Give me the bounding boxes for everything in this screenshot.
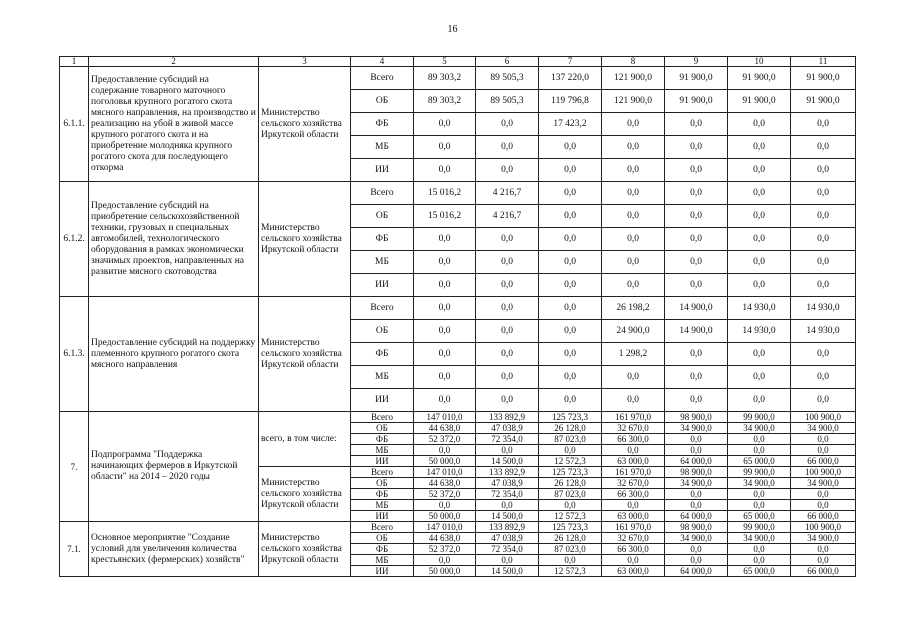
funding-value: 0,0	[602, 389, 665, 412]
funding-value: 0,0	[791, 445, 856, 456]
funding-value: 44 638,0	[414, 423, 476, 434]
funding-value: 72 354,0	[476, 434, 539, 445]
funding-value: 0,0	[414, 555, 476, 566]
funding-value: 50 000,0	[414, 456, 476, 467]
funding-source: ИИ	[351, 456, 414, 467]
funding-value: 98 900,0	[665, 412, 728, 423]
column-header: 2	[89, 57, 259, 67]
funding-value: 0,0	[665, 205, 728, 228]
funding-value: 91 900,0	[728, 67, 791, 90]
funding-value: 133 892,9	[476, 412, 539, 423]
funding-value: 32 670,0	[602, 423, 665, 434]
funding-source: ОБ	[351, 423, 414, 434]
page-number: 16	[447, 24, 458, 35]
funding-value: 0,0	[728, 389, 791, 412]
row-executor: Министерство сельского хозяйства Иркутской области	[259, 522, 351, 577]
funding-value: 44 638,0	[414, 478, 476, 489]
funding-value: 14 900,0	[665, 320, 728, 343]
column-header: 1	[60, 57, 89, 67]
funding-value: 0,0	[791, 228, 856, 251]
funding-value: 0,0	[539, 205, 602, 228]
funding-value: 0,0	[728, 136, 791, 159]
funding-value: 66 000,0	[791, 566, 856, 577]
funding-value: 12 572,3	[539, 511, 602, 522]
funding-value: 98 900,0	[665, 522, 728, 533]
funding-value: 0,0	[476, 274, 539, 297]
funding-value: 0,0	[665, 555, 728, 566]
funding-value: 0,0	[665, 544, 728, 555]
funding-value: 0,0	[791, 113, 856, 136]
column-header: 9	[665, 57, 728, 67]
funding-source: Всего	[351, 67, 414, 90]
funding-value: 0,0	[728, 182, 791, 205]
funding-value: 66 000,0	[791, 456, 856, 467]
funding-value: 87 023,0	[539, 434, 602, 445]
funding-value: 63 000,0	[602, 566, 665, 577]
funding-value: 0,0	[414, 159, 476, 182]
row-description: Предоставление субсидий на приобретение сельскохозяйственной техники, грузовых и специальных автомобилей, технологического оборудования в рамках экономически значимых проектов, направленных на развитие мясного скотоводства	[89, 182, 259, 297]
funding-value: 0,0	[414, 297, 476, 320]
funding-value: 15 016,2	[414, 182, 476, 205]
funding-source: ОБ	[351, 478, 414, 489]
funding-value: 0,0	[414, 500, 476, 511]
budget-table	[59, 56, 856, 577]
funding-value: 0,0	[791, 274, 856, 297]
funding-value: 0,0	[414, 251, 476, 274]
funding-source: ОБ	[351, 205, 414, 228]
funding-value: 0,0	[602, 366, 665, 389]
row-code: 7.1.	[60, 522, 89, 577]
funding-value: 12 572,3	[539, 566, 602, 577]
funding-value: 0,0	[476, 113, 539, 136]
funding-value: 161 970,0	[602, 412, 665, 423]
funding-value: 0,0	[728, 274, 791, 297]
funding-value: 0,0	[791, 366, 856, 389]
table-row	[60, 182, 856, 205]
funding-source: МБ	[351, 500, 414, 511]
funding-value: 0,0	[665, 274, 728, 297]
funding-value: 0,0	[414, 274, 476, 297]
funding-value: 0,0	[539, 366, 602, 389]
funding-value: 0,0	[602, 251, 665, 274]
funding-value: 4 216,7	[476, 205, 539, 228]
row-executor: Министерство сельского хозяйства Иркутской области	[259, 182, 351, 297]
funding-value: 34 900,0	[728, 478, 791, 489]
column-header: 3	[259, 57, 351, 67]
funding-value: 14 930,0	[791, 320, 856, 343]
funding-value: 0,0	[414, 320, 476, 343]
funding-value: 91 900,0	[791, 90, 856, 113]
funding-value: 0,0	[602, 274, 665, 297]
funding-value: 0,0	[476, 366, 539, 389]
funding-value: 0,0	[665, 366, 728, 389]
header-row	[60, 57, 856, 67]
funding-value: 0,0	[539, 500, 602, 511]
funding-value: 100 900,0	[791, 467, 856, 478]
funding-source: ИИ	[351, 511, 414, 522]
funding-value: 14 500,0	[476, 456, 539, 467]
funding-value: 87 023,0	[539, 489, 602, 500]
funding-value: 0,0	[665, 228, 728, 251]
funding-value: 0,0	[602, 205, 665, 228]
funding-source: Всего	[351, 297, 414, 320]
funding-source: МБ	[351, 555, 414, 566]
funding-value: 0,0	[539, 389, 602, 412]
funding-value: 147 010,0	[414, 467, 476, 478]
funding-value: 0,0	[602, 136, 665, 159]
funding-value: 32 670,0	[602, 478, 665, 489]
funding-value: 91 900,0	[791, 67, 856, 90]
funding-value: 0,0	[414, 343, 476, 366]
row-executor: Министерство сельского хозяйства Иркутской области	[259, 467, 351, 522]
funding-value: 137 220,0	[539, 67, 602, 90]
funding-value: 0,0	[791, 182, 856, 205]
funding-value: 89 303,2	[414, 67, 476, 90]
funding-value: 0,0	[476, 555, 539, 566]
funding-value: 0,0	[728, 205, 791, 228]
funding-value: 100 900,0	[791, 412, 856, 423]
column-header: 5	[414, 57, 476, 67]
funding-source: ФБ	[351, 489, 414, 500]
funding-value: 161 970,0	[602, 467, 665, 478]
funding-value: 0,0	[539, 445, 602, 456]
funding-value: 0,0	[791, 251, 856, 274]
funding-source: ИИ	[351, 389, 414, 412]
row-description: Основное мероприятие "Создание условий для увеличения количества крестьянских (фермерских) хозяйств"	[89, 522, 259, 577]
funding-value: 125 723,3	[539, 522, 602, 533]
funding-value: 91 900,0	[728, 90, 791, 113]
funding-value: 34 900,0	[728, 533, 791, 544]
funding-source: ОБ	[351, 320, 414, 343]
funding-value: 64 000,0	[665, 511, 728, 522]
row-description: Предоставление субсидий на содержание товарного маточного поголовья крупного рогатого скота мясного направления, на производство и реализацию на убой в живой массе крупного рогатого скота и на приобретение молодняка крупного рогатого скота для последующего откорма	[89, 67, 259, 182]
funding-value: 24 900,0	[602, 320, 665, 343]
funding-value: 64 000,0	[665, 456, 728, 467]
funding-value: 0,0	[728, 343, 791, 366]
funding-value: 0,0	[791, 389, 856, 412]
funding-value: 0,0	[476, 159, 539, 182]
funding-value: 0,0	[791, 555, 856, 566]
funding-value: 0,0	[539, 297, 602, 320]
funding-value: 65 000,0	[728, 456, 791, 467]
funding-value: 0,0	[602, 445, 665, 456]
funding-value: 34 900,0	[665, 423, 728, 434]
funding-value: 63 000,0	[602, 511, 665, 522]
funding-value: 0,0	[414, 136, 476, 159]
row-executor: Министерство сельского хозяйства Иркутской области	[259, 67, 351, 182]
funding-value: 14 500,0	[476, 511, 539, 522]
funding-value: 0,0	[539, 555, 602, 566]
column-header: 6	[476, 57, 539, 67]
funding-value: 0,0	[728, 555, 791, 566]
funding-value: 0,0	[476, 228, 539, 251]
funding-value: 34 900,0	[791, 533, 856, 544]
funding-source: МБ	[351, 136, 414, 159]
funding-value: 26 198,2	[602, 297, 665, 320]
funding-value: 63 000,0	[602, 456, 665, 467]
funding-source: ФБ	[351, 544, 414, 555]
row-code: 7.	[60, 412, 89, 522]
funding-value: 0,0	[665, 159, 728, 182]
funding-value: 0,0	[476, 343, 539, 366]
funding-value: 0,0	[414, 113, 476, 136]
funding-source: Всего	[351, 467, 414, 478]
funding-value: 47 038,9	[476, 533, 539, 544]
funding-value: 100 900,0	[791, 522, 856, 533]
funding-value: 34 900,0	[791, 478, 856, 489]
funding-value: 133 892,9	[476, 522, 539, 533]
funding-value: 0,0	[539, 159, 602, 182]
funding-value: 0,0	[602, 555, 665, 566]
table-row	[60, 412, 856, 423]
column-header: 8	[602, 57, 665, 67]
funding-value: 14 500,0	[476, 566, 539, 577]
funding-value: 125 723,3	[539, 467, 602, 478]
funding-value: 133 892,9	[476, 467, 539, 478]
funding-value: 0,0	[539, 320, 602, 343]
funding-source: МБ	[351, 445, 414, 456]
funding-source: Всего	[351, 412, 414, 423]
funding-value: 119 796,8	[539, 90, 602, 113]
funding-value: 47 038,9	[476, 478, 539, 489]
funding-value: 98 900,0	[665, 467, 728, 478]
funding-value: 66 300,0	[602, 544, 665, 555]
funding-value: 161 970,0	[602, 522, 665, 533]
funding-source: Всего	[351, 182, 414, 205]
funding-value: 47 038,9	[476, 423, 539, 434]
funding-value: 0,0	[665, 182, 728, 205]
funding-value: 65 000,0	[728, 566, 791, 577]
funding-value: 0,0	[791, 544, 856, 555]
funding-value: 66 300,0	[602, 489, 665, 500]
funding-value: 0,0	[791, 434, 856, 445]
row-executor: Министерство сельского хозяйства Иркутской области	[259, 297, 351, 412]
funding-value: 0,0	[476, 136, 539, 159]
funding-value: 0,0	[791, 343, 856, 366]
funding-value: 44 638,0	[414, 533, 476, 544]
funding-value: 147 010,0	[414, 412, 476, 423]
funding-value: 52 372,0	[414, 434, 476, 445]
funding-value: 121 900,0	[602, 90, 665, 113]
funding-value: 0,0	[476, 389, 539, 412]
funding-value: 32 670,0	[602, 533, 665, 544]
funding-value: 125 723,3	[539, 412, 602, 423]
funding-value: 14 930,0	[791, 297, 856, 320]
funding-value: 17 423,2	[539, 113, 602, 136]
funding-value: 50 000,0	[414, 566, 476, 577]
funding-source: ИИ	[351, 566, 414, 577]
funding-source: ФБ	[351, 228, 414, 251]
funding-value: 72 354,0	[476, 489, 539, 500]
funding-value: 0,0	[791, 500, 856, 511]
funding-value: 89 505,3	[476, 67, 539, 90]
funding-value: 72 354,0	[476, 544, 539, 555]
funding-value: 99 900,0	[728, 467, 791, 478]
column-header: 4	[351, 57, 414, 67]
funding-value: 34 900,0	[728, 423, 791, 434]
funding-value: 65 000,0	[728, 511, 791, 522]
funding-value: 0,0	[665, 113, 728, 136]
funding-value: 0,0	[476, 445, 539, 456]
funding-value: 0,0	[665, 389, 728, 412]
funding-value: 50 000,0	[414, 511, 476, 522]
funding-value: 34 900,0	[665, 533, 728, 544]
funding-value: 0,0	[539, 182, 602, 205]
funding-value: 34 900,0	[665, 478, 728, 489]
funding-value: 0,0	[476, 297, 539, 320]
funding-source: ИИ	[351, 159, 414, 182]
row-code: 6.1.1.	[60, 67, 89, 182]
funding-value: 0,0	[476, 251, 539, 274]
funding-value: 15 016,2	[414, 205, 476, 228]
funding-source: ФБ	[351, 434, 414, 445]
funding-value: 66 300,0	[602, 434, 665, 445]
funding-value: 0,0	[539, 343, 602, 366]
funding-value: 0,0	[665, 489, 728, 500]
row-description: Предоставление субсидий на поддержку племенного крупного рогатого скота мясного направления	[89, 297, 259, 412]
funding-value: 1 298,2	[602, 343, 665, 366]
funding-value: 0,0	[414, 445, 476, 456]
funding-value: 0,0	[665, 500, 728, 511]
funding-value: 52 372,0	[414, 544, 476, 555]
funding-value: 0,0	[728, 489, 791, 500]
funding-value: 14 930,0	[728, 297, 791, 320]
row-executor: всего, в том числе:	[259, 412, 351, 467]
funding-value: 26 128,0	[539, 533, 602, 544]
funding-value: 14 900,0	[665, 297, 728, 320]
row-code: 6.1.3.	[60, 297, 89, 412]
funding-value: 0,0	[665, 434, 728, 445]
funding-value: 0,0	[665, 251, 728, 274]
table-row	[60, 67, 856, 90]
funding-value: 99 900,0	[728, 412, 791, 423]
column-header: 7	[539, 57, 602, 67]
funding-value: 87 023,0	[539, 544, 602, 555]
row-description: Подпрограмма "Поддержка начинающих фермеров в Иркутской области" на 2014 – 2020 годы	[89, 412, 259, 522]
funding-value: 0,0	[728, 228, 791, 251]
funding-value: 89 505,3	[476, 90, 539, 113]
funding-source: МБ	[351, 366, 414, 389]
funding-value: 0,0	[791, 489, 856, 500]
funding-value: 0,0	[539, 274, 602, 297]
funding-source: ФБ	[351, 113, 414, 136]
funding-value: 0,0	[728, 159, 791, 182]
funding-value: 0,0	[728, 251, 791, 274]
funding-value: 0,0	[728, 445, 791, 456]
funding-value: 0,0	[602, 113, 665, 136]
funding-value: 0,0	[728, 366, 791, 389]
funding-value: 0,0	[791, 159, 856, 182]
funding-value: 0,0	[602, 228, 665, 251]
funding-value: 0,0	[602, 500, 665, 511]
funding-source: ФБ	[351, 343, 414, 366]
funding-source: Всего	[351, 522, 414, 533]
funding-value: 91 900,0	[665, 67, 728, 90]
funding-value: 0,0	[665, 136, 728, 159]
funding-value: 14 930,0	[728, 320, 791, 343]
funding-value: 34 900,0	[791, 423, 856, 434]
funding-value: 0,0	[728, 544, 791, 555]
funding-value: 26 128,0	[539, 423, 602, 434]
funding-value: 0,0	[414, 389, 476, 412]
funding-value: 0,0	[414, 366, 476, 389]
funding-source: ОБ	[351, 90, 414, 113]
funding-value: 0,0	[476, 500, 539, 511]
funding-value: 12 572,3	[539, 456, 602, 467]
funding-value: 0,0	[602, 159, 665, 182]
funding-value: 0,0	[476, 320, 539, 343]
funding-value: 0,0	[539, 251, 602, 274]
table-row	[60, 297, 856, 320]
funding-value: 26 128,0	[539, 478, 602, 489]
funding-source: ОБ	[351, 533, 414, 544]
funding-value: 0,0	[414, 228, 476, 251]
funding-value: 52 372,0	[414, 489, 476, 500]
funding-value: 91 900,0	[665, 90, 728, 113]
funding-value: 64 000,0	[665, 566, 728, 577]
funding-value: 0,0	[539, 136, 602, 159]
funding-value: 121 900,0	[602, 67, 665, 90]
funding-value: 99 900,0	[728, 522, 791, 533]
funding-value: 0,0	[728, 434, 791, 445]
funding-value: 4 216,7	[476, 182, 539, 205]
table-row	[60, 522, 856, 533]
funding-value: 0,0	[728, 113, 791, 136]
funding-value: 0,0	[791, 136, 856, 159]
funding-value: 0,0	[665, 445, 728, 456]
column-header: 10	[728, 57, 791, 67]
column-header: 11	[791, 57, 856, 67]
funding-value: 66 000,0	[791, 511, 856, 522]
funding-value: 89 303,2	[414, 90, 476, 113]
funding-value: 0,0	[728, 500, 791, 511]
funding-source: МБ	[351, 251, 414, 274]
row-code: 6.1.2.	[60, 182, 89, 297]
funding-value: 0,0	[602, 182, 665, 205]
funding-value: 0,0	[665, 343, 728, 366]
funding-source: ИИ	[351, 274, 414, 297]
funding-value: 0,0	[539, 228, 602, 251]
funding-value: 147 010,0	[414, 522, 476, 533]
funding-value: 0,0	[791, 205, 856, 228]
